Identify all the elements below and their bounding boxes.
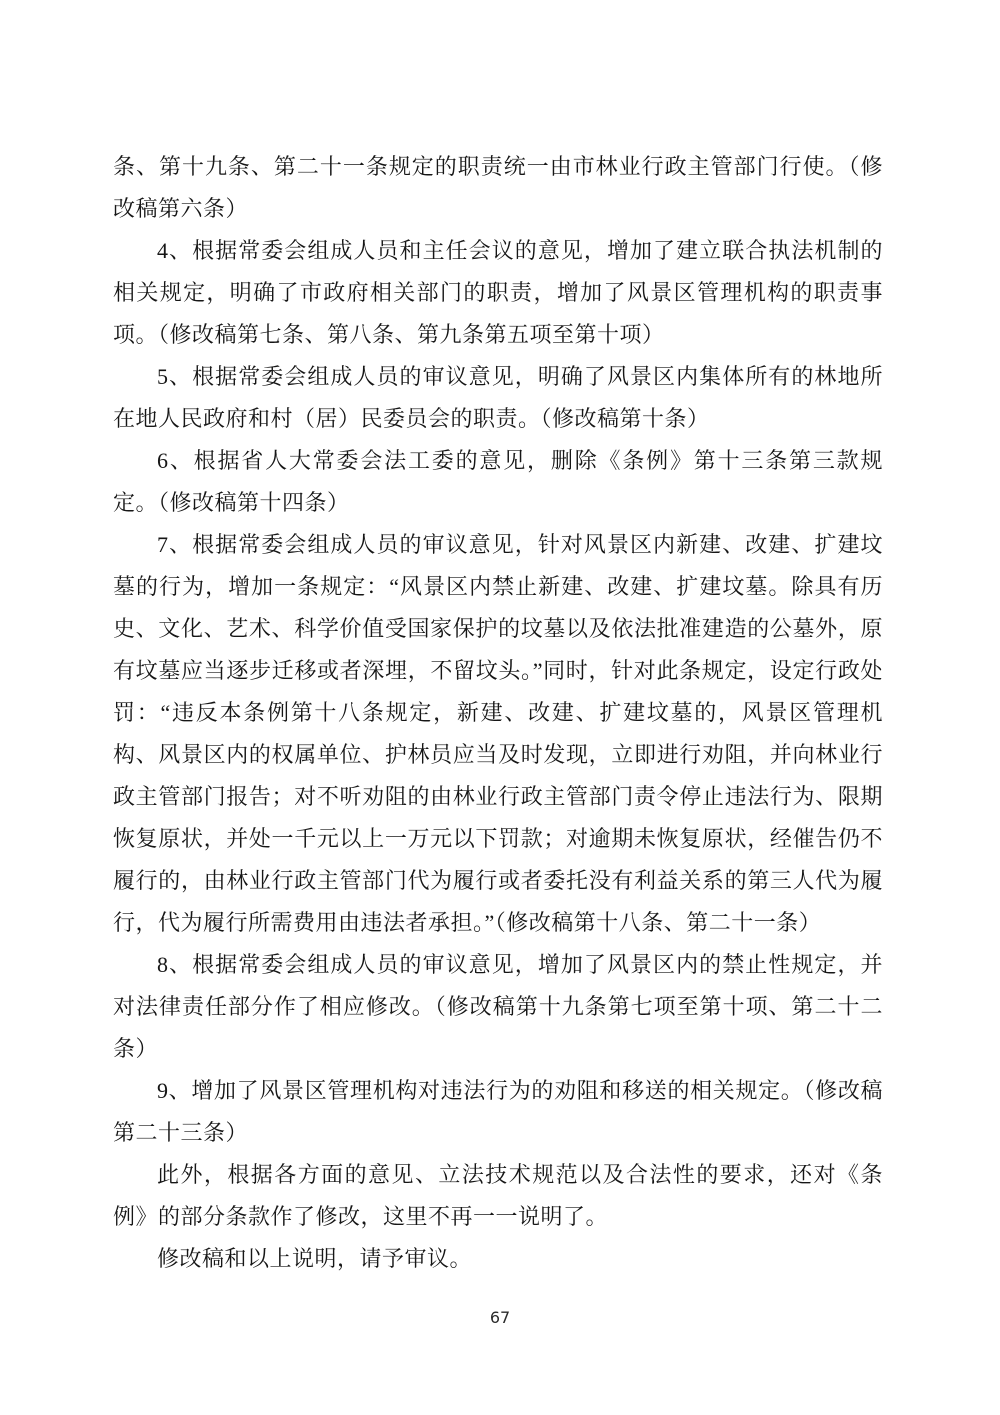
paragraph-item-8: 8、根据常委会组成人员的审议意见，增加了风景区内的禁止性规定，并对法律责任部分作了相应修改。（修改稿第十九条第七项至第十项、第二十二条） <box>113 952 883 1061</box>
paragraph-continuation: 条、第十九条、第二十一条规定的职责统一由市林业行政主管部门行使。（修改稿第六条） <box>113 154 883 221</box>
page-number: 67 <box>489 1308 511 1327</box>
paragraph-item-5: 5、根据常委会组成人员的审议意见，明确了风景区内集体所有的林地所在地人民政府和村（居）民委员会的职责。（修改稿第十条） <box>113 364 883 431</box>
paragraph-item-9: 9、增加了风景区管理机构对违法行为的劝阻和移送的相关规定。（修改稿第二十三条） <box>113 1078 883 1145</box>
paragraph-closing-2: 修改稿和以上说明，请予审议。 <box>157 1246 473 1271</box>
paragraph-item-4: 4、根据常委会组成人员和主任会议的意见，增加了建立联合执法机制的相关规定，明确了市政府相关部门的职责，增加了风景区管理机构的职责事项。（修改稿第七条、第八条、第九条第五项至第十项） <box>113 238 883 347</box>
document-body <box>113 146 883 1280</box>
paragraph-closing-1: 此外，根据各方面的意见、立法技术规范以及合法性的要求，还对《条例》的部分条款作了修改，这里不再一一说明了。 <box>113 1162 883 1229</box>
paragraph-item-6: 6、根据省人大常委会法工委的意见，删除《条例》第十三条第三款规定。（修改稿第十四条） <box>113 448 883 515</box>
paragraph-item-7: 7、根据常委会组成人员的审议意见，针对风景区内新建、改建、扩建坟墓的行为，增加一条规定：“风景区内禁止新建、改建、扩建坟墓。除具有历史、文化、艺术、科学价值受国家保护的坟墓以及依法批准建造的公墓外，原有坟墓应当逐步迁移或者深埋，不留坟头。”同时，针对此条规定，设定行政处罚：“违反本条例第十八条规定，新建、改建、扩建坟墓的，风景区管理机构、风景区内的权属单位、护林员应当及时发现，立即进行劝阻，并向林业行政主管部门报告；对不听劝阻的由林业行政主管部门责令停止违法行为、限期恢复原状，并处一千元以上一万元以下罚款；对逾期未恢复原状，经催告仍不履行的，由林业行政主管部门代为履行或者委托没有利益关系的第三人代为履行，代为履行所需费用由违法者承担。”（修改稿第十八条、第二十一条） <box>113 532 883 935</box>
